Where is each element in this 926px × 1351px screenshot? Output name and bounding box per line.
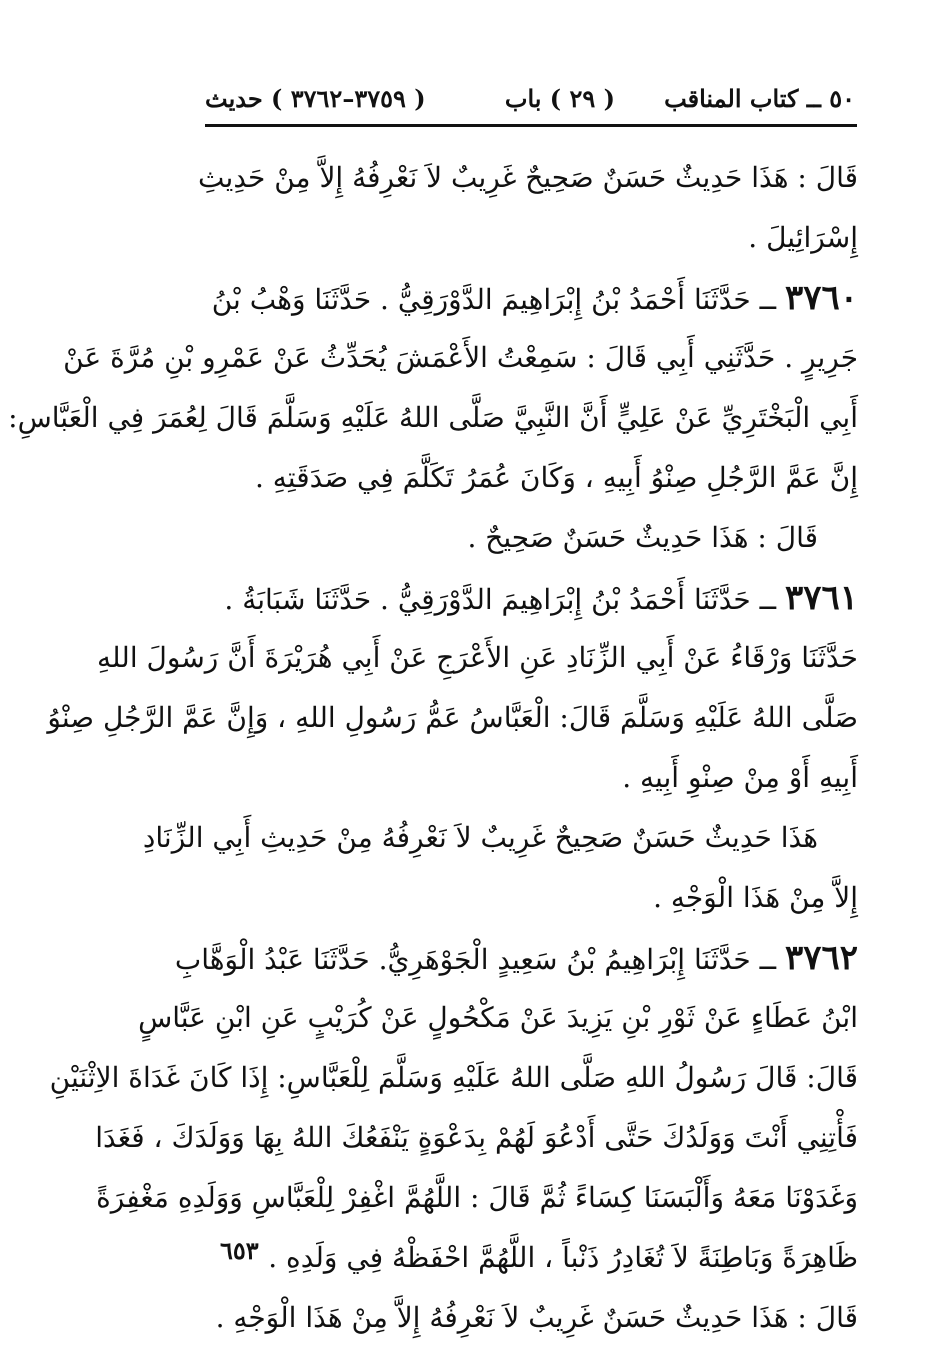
hadith-3760-start: ٣٧٦٠ ــ حَدَّثَنَا أَحْمَدُ بْنُ إِبْرَاهِيمَ الدَّوْرَقِيُّ . حَدَّثَنَا وَهْبُ بْنُ xyxy=(211,278,858,318)
page-number: ٦٥٣ xyxy=(220,1236,259,1265)
hadith-number: ٣٧٦٠ xyxy=(784,278,858,318)
hadith-3761-start: ٣٧٦١ ــ حَدَّثَنَا أَحْمَدُ بْنُ إِبْرَاهِيمَ الدَّوْرَقِيُّ . حَدَّثَنَا شَبَابَةُ . xyxy=(224,578,858,618)
body-text xyxy=(8,148,858,1348)
header-hadith-range: ( ٣٧٥٩–٣٧٦٢ ) حديث xyxy=(205,84,426,113)
grading-line: هَذَا حَدِيثٌ حَسَنٌ صَحِيحٌ غَرِيبٌ لاَ نَعْرِفُهُ مِنْ حَدِيثِ أَبِي الزِّنَادِ xyxy=(142,821,818,854)
text-line: صَلَّى اللهُ عَلَيْهِ وَسَلَّمَ قَالَ: الْعَبَّاسُ عَمُّ رَسُولِ اللهِ ، وَإِنَّ عَمَّ الرَّجُلِ صِنْوُ xyxy=(47,701,858,734)
text-line: قَالَ: قَالَ رَسُولُ اللهِ صَلَّى اللهُ عَلَيْهِ وَسَلَّمَ لِلْعَبَّاسِ: إِذَا كَانَ غَدَاةَ الاِثْنَيْنِ xyxy=(49,1061,858,1094)
hadith-number: ٣٧٦٢ xyxy=(784,938,858,978)
header-chapter: ( ٢٩ ) باب xyxy=(504,84,615,113)
running-header xyxy=(205,80,855,120)
text-line: قَالَ : هَذَا حَدِيثٌ حَسَنٌ صَحِيحٌ غَرِيبٌ لاَ نَعْرِفُهُ إِلاَّ مِنْ حَدِيثِ xyxy=(198,161,858,194)
text-line: جَرِيرٍ . حَدَّثَنِي أَبِي قَالَ : سَمِعْتُ الأَعْمَشَ يُحَدِّثُ عَنْ عَمْرِو بْنِ مُرَّةَ عَنْ xyxy=(63,341,858,374)
text-line: فَأْتِنِي أَنْتَ وَوَلَدُكَ حَتَّى أَدْعُوَ لَهُمْ بِدَعْوَةٍ يَنْفَعُكَ اللهُ بِهَا وَوَلَدَكَ ، فَغَدَا xyxy=(95,1121,858,1154)
text-line: ظَاهِرَةً وَبَاطِنَةً لاَ تُغَادِرُ ذَنْباً ، اللَّهُمَّ احْفَظْهُ فِي وَلَدِهِ . xyxy=(268,1241,858,1274)
text-line: وَغَدَوْنَا مَعَهُ وَأَلْبَسَنَا كِسَاءً ثُمَّ قَالَ : اللَّهُمَّ اغْفِرْ لِلْعَبَّاسِ وَوَلَدِهِ مَغْفِرَةً xyxy=(96,1181,858,1214)
text-line: أَبِي الْبَخْتَرِيِّ عَنْ عَلِيٍّ أَنَّ النَّبِيَّ صَلَّى اللهُ عَلَيْهِ وَسَلَّمَ قَالَ لِعُمَرَ فِي الْعَبَّاسِ: xyxy=(8,401,858,434)
text-line: أَبِيهِ أَوْ مِنْ صِنْوِ أَبِيهِ . xyxy=(622,761,858,794)
hadith-number: ٣٧٦١ xyxy=(784,578,858,618)
text-line: ابْنُ عَطَاءٍ عَنْ ثَوْرِ بْنِ يَزِيدَ عَنْ مَكْحُولٍ عَنْ كُرَيْبٍ عَنِ ابْنِ عَبَّاسٍ xyxy=(138,1001,858,1034)
header-book-title: ٥٠ ــ كتاب المناقب xyxy=(664,84,855,113)
text-line: حَدَّثَنَا وَرْقَاءُ عَنْ أَبِي الزِّنَادِ عَنِ الأَعْرَجِ عَنْ أَبِي هُرَيْرَةَ أَنَّ رَسُولَ اللهِ xyxy=(97,641,858,674)
text-line: إِلاَّ مِنْ هَذَا الْوَجْهِ . xyxy=(653,881,858,914)
text-line: إِنَّ عَمَّ الرَّجُلِ صِنْوُ أَبِيهِ ، وَكَانَ عُمَرُ تَكَلَّمَ فِي صَدَقَتِهِ . xyxy=(254,461,858,494)
text-line: إِسْرَائِيلَ . xyxy=(748,221,858,254)
hadith-3762-start: ٣٧٦٢ ــ حَدَّثَنَا إِبْرَاهِيمُ بْنُ سَعِيدٍ الْجَوْهَرِيُّ. حَدَّثَنَا عَبْدُ الْوَهَّابِ xyxy=(174,938,858,978)
header-rule xyxy=(205,124,857,127)
grading-line: قَالَ : هَذَا حَدِيثٌ حَسَنٌ غَرِيبٌ لاَ نَعْرِفُهُ إِلاَّ مِنْ هَذَا الْوَجْهِ . xyxy=(215,1301,858,1334)
grading-line: قَالَ : هَذَا حَدِيثٌ حَسَنٌ صَحِيحٌ . xyxy=(467,521,818,554)
